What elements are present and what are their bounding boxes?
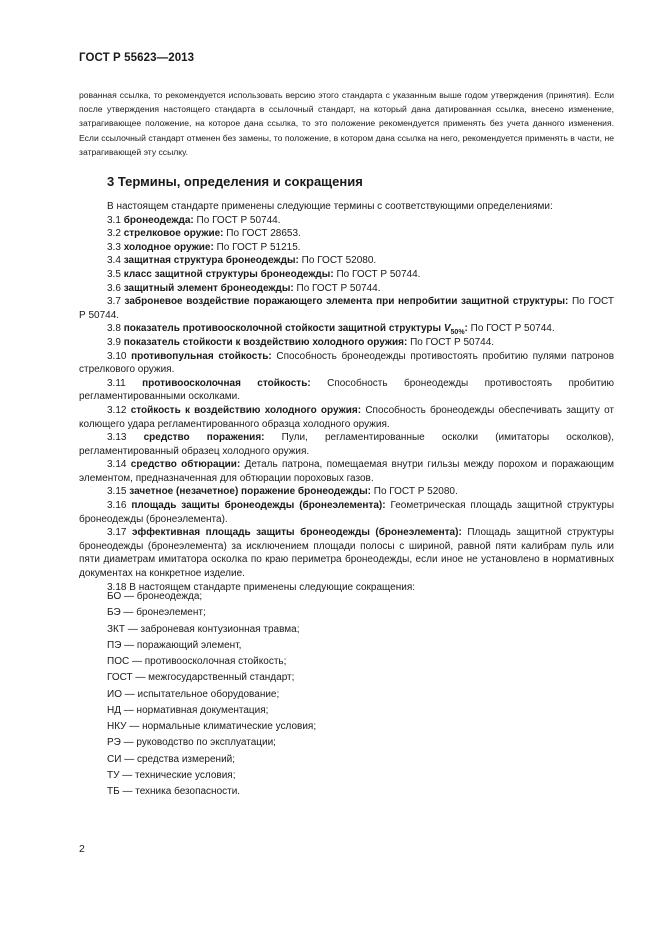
term-item [79,377,614,404]
abbreviation-item: ГОСТ — межгосударственный стандарт; [107,672,295,684]
term-symbol-subscript: 50% [450,329,465,337]
term-item [79,322,614,336]
term-name: показатель стойкости к воздействию холодного оружия: [123,336,408,348]
term-item [79,268,614,282]
section-lead: В настоящем стандарте применены следующие термины с соответствующими определениями: [107,201,553,212]
abbreviation-item: ИО — испытательное оборудование; [107,688,280,700]
term-name: стрелковое оружие: [123,228,224,240]
abbreviations-list [107,589,316,800]
term-definition: По ГОСТ 28653. [226,228,301,240]
term-name: стойкость к воздействию холодного оружия: [130,404,362,416]
term-item [79,254,614,268]
term-item [79,214,614,228]
term-number: 3.1 [107,214,121,226]
term-definition: По ГОСТ Р 50744. [410,336,495,348]
term-number: 3.15 [107,486,127,498]
abbreviation-item: ТУ — технические условия; [107,769,236,781]
term-name: показатель противоосколочной стойкости защитной структуры [123,323,442,335]
term-item [79,241,614,255]
term-number: 3.8 [107,323,121,335]
term-definition: Способность бронеодежды обеспечивать защиту от колющего удара регламентированного образца холодного оружия. [79,404,615,430]
term-name: противоосколочная стойкость: [142,377,311,389]
term-name: защитный элемент бронеодежды: [123,282,294,294]
term-name: заброневое воздействие поражающего элемента при непробитии защитной структуры: [124,296,569,308]
term-definition: По ГОСТ Р 50744. [296,282,381,294]
term-number: 3.9 [107,336,121,348]
term-item [79,350,614,377]
term-number: 3.17 [107,527,127,539]
term-definition: По ГОСТ Р 51215. [216,241,301,253]
term-number: 3.10 [107,350,127,362]
abbreviation-item: ТБ — техника безопасности. [107,786,241,797]
term-name: холодное оружие: [123,241,214,253]
abbreviation-item: СИ — средства измерений; [107,753,236,765]
term-name: средство поражения: [143,432,265,444]
term-definition: Способность бронеодежды противостоять пробитию пулями патронов стрелкового оружия. [79,350,615,376]
term-definition: По ГОСТ Р 50744. [196,214,281,226]
term-item [79,336,614,350]
term-item [79,282,614,296]
term-item [79,227,614,241]
term-colon: : [464,323,468,335]
term-definition: По ГОСТ Р 50744. [336,268,421,280]
abbreviation-item: НД — нормативная документация; [107,704,269,716]
term-number: 3.13 [107,432,127,444]
terms-list [79,214,614,581]
abbreviations-intro: 3.18 В настоящем стандарте применены следующие сокращения: [107,581,416,593]
term-name: противопульная стойкость: [131,350,272,362]
term-definition: По ГОСТ Р 50744. [79,296,614,321]
term-number: 3.4 [107,255,121,267]
abbreviation-item: ПЭ — поражающий элемент, [107,639,242,651]
continued-paragraph [79,88,614,159]
term-name: площадь защиты бронеодежды (бронеэлемента): [131,500,386,512]
abbreviation-item: БЭ — бронеэлемент; [107,607,206,619]
term-definition: Деталь патрона, помещаемая внутри гильзы между порохом и поражающим элементом, предназначенная для обтюрации пороховых газов. [79,459,614,484]
term-number: 3.14 [107,459,127,471]
term-definition: Геометрическая площадь защитной структуры бронеодежды (бронеэлемента). [79,500,615,525]
term-number: 3.12 [107,404,127,416]
term-item [79,295,614,322]
section-title: 3 Термины, определения и сокращения [107,174,363,189]
term-item [79,404,614,431]
abbreviation-item: ЗКТ — заброневая контузионная травма; [107,623,300,635]
term-number: 3.5 [107,268,121,280]
term-number: 3.16 [107,500,127,512]
term-definition: Пули, регламентированные осколки (имитаторы осколков), регламентированный образец холодного оружия. [79,432,615,457]
term-definition: По ГОСТ 52080. [301,255,377,267]
term-item [79,499,614,526]
term-number: 3.2 [107,228,121,240]
term-item [79,485,614,499]
term-name: зачетное (незачетное) поражение бронеодежды: [129,486,371,498]
term-symbol: V [443,323,451,335]
abbreviation-item: РЭ — руководство по эксплуатации; [107,737,276,749]
page-number: 2 [79,843,85,855]
term-number: 3.7 [107,296,121,308]
term-item [79,526,614,580]
document-header: ГОСТ Р 55623—2013 [79,52,195,64]
term-name: средство обтюрации: [130,459,241,471]
term-number: 3.11 [107,377,126,389]
term-number: 3.3 [107,241,121,253]
term-name: эффективная площадь защиты бронеодежды (бронеэлемента): [132,527,462,539]
term-definition: Площадь защитной структуры бронеодежды (бронеэлемента) за исключением площади полосы с шириной, равной пяти калибрам пуль или пяти диаметрам имитатора осколка по краю периметра бронеодежды, если иное не установлено в нормативных документах на конкретное изделие. [79,527,614,580]
abbreviation-item: ПОС — противоосколочная стойкость; [107,656,287,667]
term-definition: По ГОСТ Р 52080. [373,486,458,498]
term-number: 3.6 [107,282,121,294]
term-definition: По ГОСТ Р 50744. [470,323,555,335]
section-body [79,200,614,594]
term-name: защитная структура бронеодежды: [123,255,299,267]
term-definition: Способность бронеодежды противостоять пробитию регламентированными осколками. [79,377,615,403]
abbreviation-item: НКУ — нормальные климатические условия; [107,721,317,732]
term-name: бронеодежда: [123,214,194,226]
abbreviation-item: БО — бронеодежда; [107,591,203,602]
term-name: класс защитной структуры бронеодежды: [123,268,334,280]
term-item [79,458,614,485]
intro-paragraph: рованная ссылка, то рекомендуется использовать версию этого стандарта с указанным выше годом утверждения (принятия). Если после утверждения настоящего стандарта в ссылочный стандарт, на который дана датированная ссылка, внесено изменение, затрагивающее положение, на которое дана ссылка, то это положение рекомендуется применять без учета данного изменения. Если ссылочный стандарт отменен без замены, то положение, в котором дана ссылка на него, рекомендуется применять в части, не затрагивающей эту ссылку. [79,90,614,157]
term-item [79,431,614,458]
